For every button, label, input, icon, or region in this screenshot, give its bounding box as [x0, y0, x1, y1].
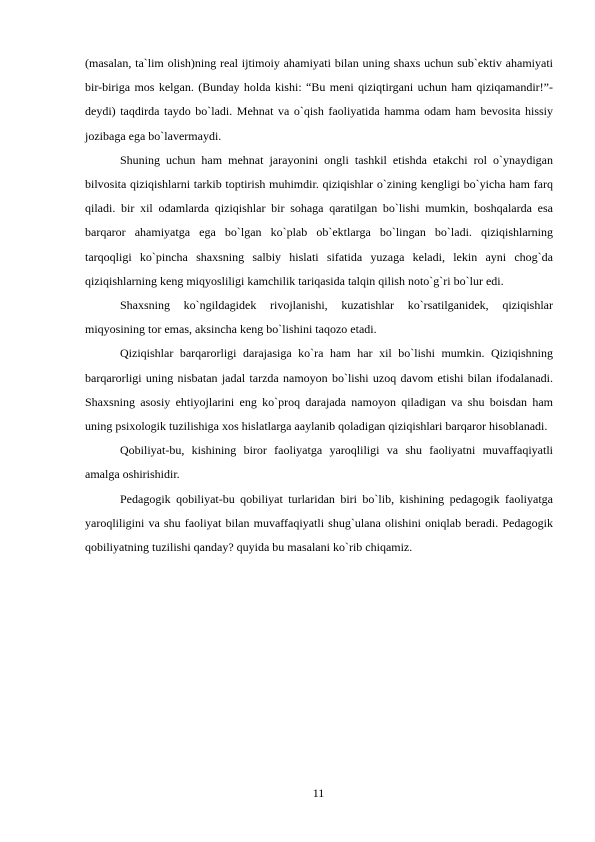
- paragraph-3: Shaxsning ko`ngildagidek rivojlanishi, kuzatishlar ko`rsatilganidek, qiziqishlar miqyosining tor emas, aksincha keng bo`lishini taqozo etadi.: [85, 298, 553, 337]
- document-body: [85, 51, 553, 559]
- page-number: 11: [312, 786, 325, 800]
- paragraph-4: Qiziqishlar barqarorligi darajasiga ko`ra ham har xil bo`lishi mumkin. Qiziqishning barqarorligi uning nisbatan jadal tarzda namoyon bo`lishi uzoq davom etishi bilan ifodalanadi. Shaxsning asosiy ehtiyojlarini eng ko`proq darajada namoyon qiladigan va shu boisdan ham uning psixologik tuzilishiga xos hislatlarga aaylanib qoladigan qiziqishlari barqaror hisoblanadi.: [85, 346, 553, 434]
- paragraph-5: Qobiliyat-bu, kishining biror faoliyatga yaroqliligi va shu faoliyatni muvaffaqiyatli amalga oshirishidir.: [85, 443, 553, 482]
- paragraph-2: Shuning uchun ham mehnat jarayonini ongli tashkil etishda etakchi rol o`ynaydigan bilvosita qiziqishlarni tarkib toptirish muhimdir. qiziqishlar o`zining kengligi bo`yicha ham farq qiladi. bir xil odamlarda qiziqishlar bir sohaga qaratilgan bo`lishi mumkin, boshqalarda esa barqaror ahamiyatga ega bo`lgan ko`plab ob`ektlarga bo`lingan bo`ladi. qiziqishlarning tarqoqligi ko`pincha shaxsning salbiy hislati sifatida yuzaga keladi, lekin ayni chog`da qiziqishlarning keng miqyosliligi kamchilik tariqasida talqin qilish noto`g`ri bo`lur edi.: [85, 152, 553, 288]
- paragraph-6: Pedagogik qobiliyat-bu qobiliyat turlaridan biri bo`lib, kishining pedagogik faoliyatga yaroqliligini va shu faoliyat bilan muvaffaqiyatli shug`ulana olishini oniqlab beradi. Pedagogik qobiliyatning tuzilishi qanday? quyida bu masalani ko`rib chiqamiz.: [85, 491, 553, 555]
- paragraph-1: (masalan, ta`lim olish)ning real ijtimoiy ahamiyati bilan uning shaxs uchun sub`ektiv ahamiyati bir-biriga mos kelgan. (Bunday holda kishi: “Bu meni qiziqtirgani uchun ham qiziqamandir!”-deydi) taqdirda taydo bo`ladi. Mehnat va o`qish faoliyatida hamma odam ham bevosita hissiy jozibaga ega bo`lavermaydi.: [85, 56, 553, 143]
